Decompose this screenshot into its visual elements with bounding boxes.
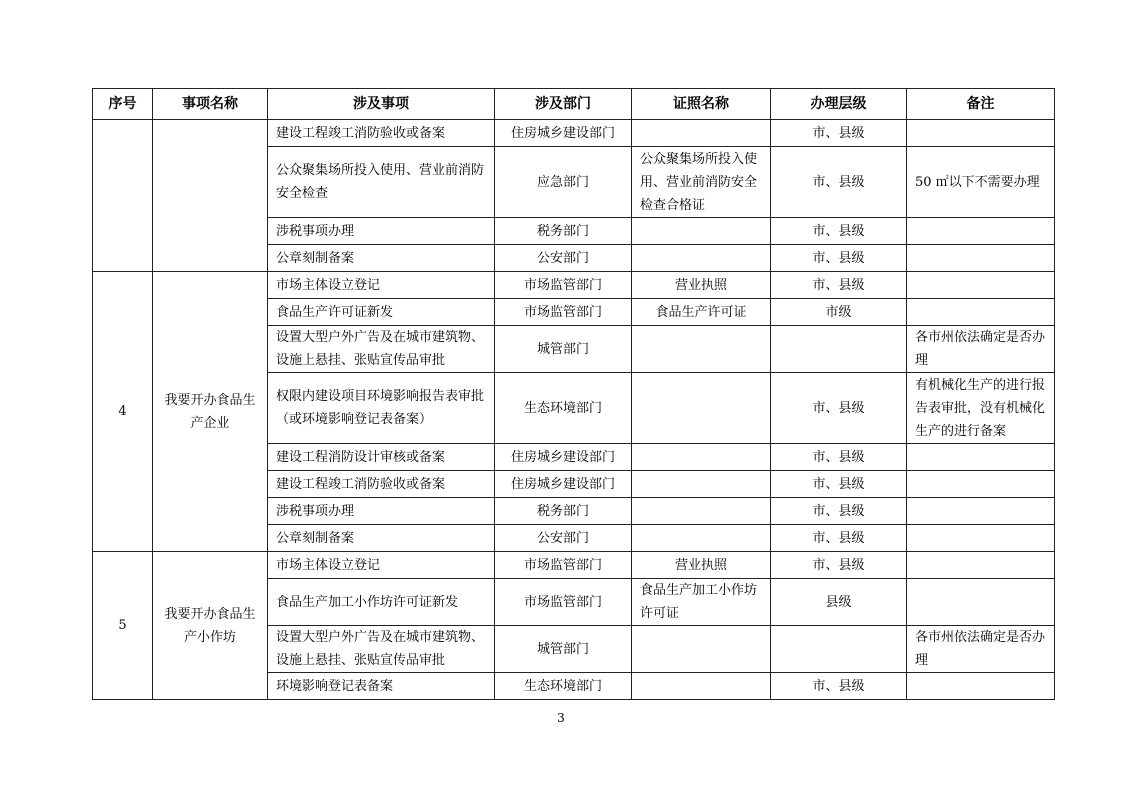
cell-dept: 公安部门 (495, 525, 632, 552)
cell-dept: 税务部门 (495, 498, 632, 525)
header-level: 办理层级 (771, 89, 907, 120)
cell-note (907, 299, 1055, 326)
cell-note (907, 245, 1055, 272)
cell-license: 营业执照 (632, 552, 771, 579)
page-number: 3 (557, 711, 565, 725)
cell-license (632, 626, 771, 673)
cell-dept: 税务部门 (495, 218, 632, 245)
cell-license (632, 471, 771, 498)
cell-level: 市、县级 (771, 498, 907, 525)
cell-item: 涉税事项办理 (268, 218, 495, 245)
table-row (93, 552, 1055, 579)
cell-item: 设置大型户外广告及在城市建筑物、设施上悬挂、张贴宣传品审批 (268, 326, 495, 373)
cell-license: 公众聚集场所投入使用、营业前消防安全检查合格证 (632, 147, 771, 218)
cell-dept: 住房城乡建设部门 (495, 120, 632, 147)
cell-matter-name: 我要开办食品生产小作坊 (153, 552, 268, 700)
header-involved-items: 涉及事项 (268, 89, 495, 120)
cell-item: 建设工程竣工消防验收或备案 (268, 471, 495, 498)
cell-license (632, 245, 771, 272)
cell-level (771, 326, 907, 373)
cell-dept: 住房城乡建设部门 (495, 471, 632, 498)
cell-note (907, 525, 1055, 552)
table-row (93, 120, 1055, 147)
cell-level: 市、县级 (771, 373, 907, 444)
table-row (93, 272, 1055, 299)
cell-item: 环境影响登记表备案 (268, 673, 495, 700)
header-department: 涉及部门 (495, 89, 632, 120)
cell-license (632, 218, 771, 245)
cell-license: 食品生产加工小作坊许可证 (632, 579, 771, 626)
cell-level: 市、县级 (771, 552, 907, 579)
cell-note (907, 498, 1055, 525)
cell-note: 各市州依法确定是否办理 (907, 326, 1055, 373)
cell-license (632, 525, 771, 552)
cell-dept: 应急部门 (495, 147, 632, 218)
cell-no (93, 120, 153, 272)
cell-dept: 市场监管部门 (495, 272, 632, 299)
cell-no: 4 (93, 272, 153, 552)
cell-dept: 公安部门 (495, 245, 632, 272)
cell-level: 市、县级 (771, 673, 907, 700)
cell-level (771, 626, 907, 673)
cell-note (907, 673, 1055, 700)
cell-level: 市、县级 (771, 444, 907, 471)
cell-license (632, 326, 771, 373)
cell-item: 权限内建设项目环境影响报告表审批（或环境影响登记表备案） (268, 373, 495, 444)
cell-matter-name: 我要开办食品生产企业 (153, 272, 268, 552)
cell-note: 50 ㎡以下不需要办理 (907, 147, 1055, 218)
cell-note: 各市州依法确定是否办理 (907, 626, 1055, 673)
header-no: 序号 (93, 89, 153, 120)
cell-item: 建设工程竣工消防验收或备案 (268, 120, 495, 147)
cell-note (907, 444, 1055, 471)
cell-dept: 市场监管部门 (495, 299, 632, 326)
cell-license: 营业执照 (632, 272, 771, 299)
cell-item: 公众聚集场所投入使用、营业前消防安全检查 (268, 147, 495, 218)
cell-license (632, 373, 771, 444)
header-license: 证照名称 (632, 89, 771, 120)
cell-item: 设置大型户外广告及在城市建筑物、设施上悬挂、张贴宣传品审批 (268, 626, 495, 673)
cell-level: 市、县级 (771, 120, 907, 147)
cell-license (632, 120, 771, 147)
cell-note (907, 579, 1055, 626)
cell-item: 食品生产加工小作坊许可证新发 (268, 579, 495, 626)
cell-license (632, 498, 771, 525)
cell-item: 食品生产许可证新发 (268, 299, 495, 326)
cell-level: 市、县级 (771, 272, 907, 299)
cell-item: 涉税事项办理 (268, 498, 495, 525)
matters-table (92, 88, 1055, 700)
cell-license: 食品生产许可证 (632, 299, 771, 326)
cell-dept: 住房城乡建设部门 (495, 444, 632, 471)
cell-license (632, 673, 771, 700)
cell-license (632, 444, 771, 471)
cell-note (907, 218, 1055, 245)
cell-note: 有机械化生产的进行报告表审批，没有机械化生产的进行备案 (907, 373, 1055, 444)
cell-note (907, 471, 1055, 498)
cell-item: 市场主体设立登记 (268, 552, 495, 579)
header-note: 备注 (907, 89, 1055, 120)
cell-dept: 城管部门 (495, 326, 632, 373)
cell-dept: 市场监管部门 (495, 552, 632, 579)
cell-item: 公章刻制备案 (268, 245, 495, 272)
cell-level: 市、县级 (771, 218, 907, 245)
cell-level: 市、县级 (771, 471, 907, 498)
cell-level: 县级 (771, 579, 907, 626)
cell-item: 建设工程消防设计审核或备案 (268, 444, 495, 471)
cell-item: 市场主体设立登记 (268, 272, 495, 299)
header-matter-name: 事项名称 (153, 89, 268, 120)
cell-level: 市级 (771, 299, 907, 326)
cell-no: 5 (93, 552, 153, 700)
cell-dept: 城管部门 (495, 626, 632, 673)
cell-matter-name (153, 120, 268, 272)
cell-note (907, 552, 1055, 579)
table-header-row (93, 89, 1055, 120)
cell-note (907, 272, 1055, 299)
cell-level: 市、县级 (771, 525, 907, 552)
cell-dept: 生态环境部门 (495, 373, 632, 444)
document-sheet (92, 88, 1054, 700)
cell-note (907, 120, 1055, 147)
cell-level: 市、县级 (771, 245, 907, 272)
cell-dept: 生态环境部门 (495, 673, 632, 700)
cell-dept: 市场监管部门 (495, 579, 632, 626)
cell-item: 公章刻制备案 (268, 525, 495, 552)
cell-level: 市、县级 (771, 147, 907, 218)
